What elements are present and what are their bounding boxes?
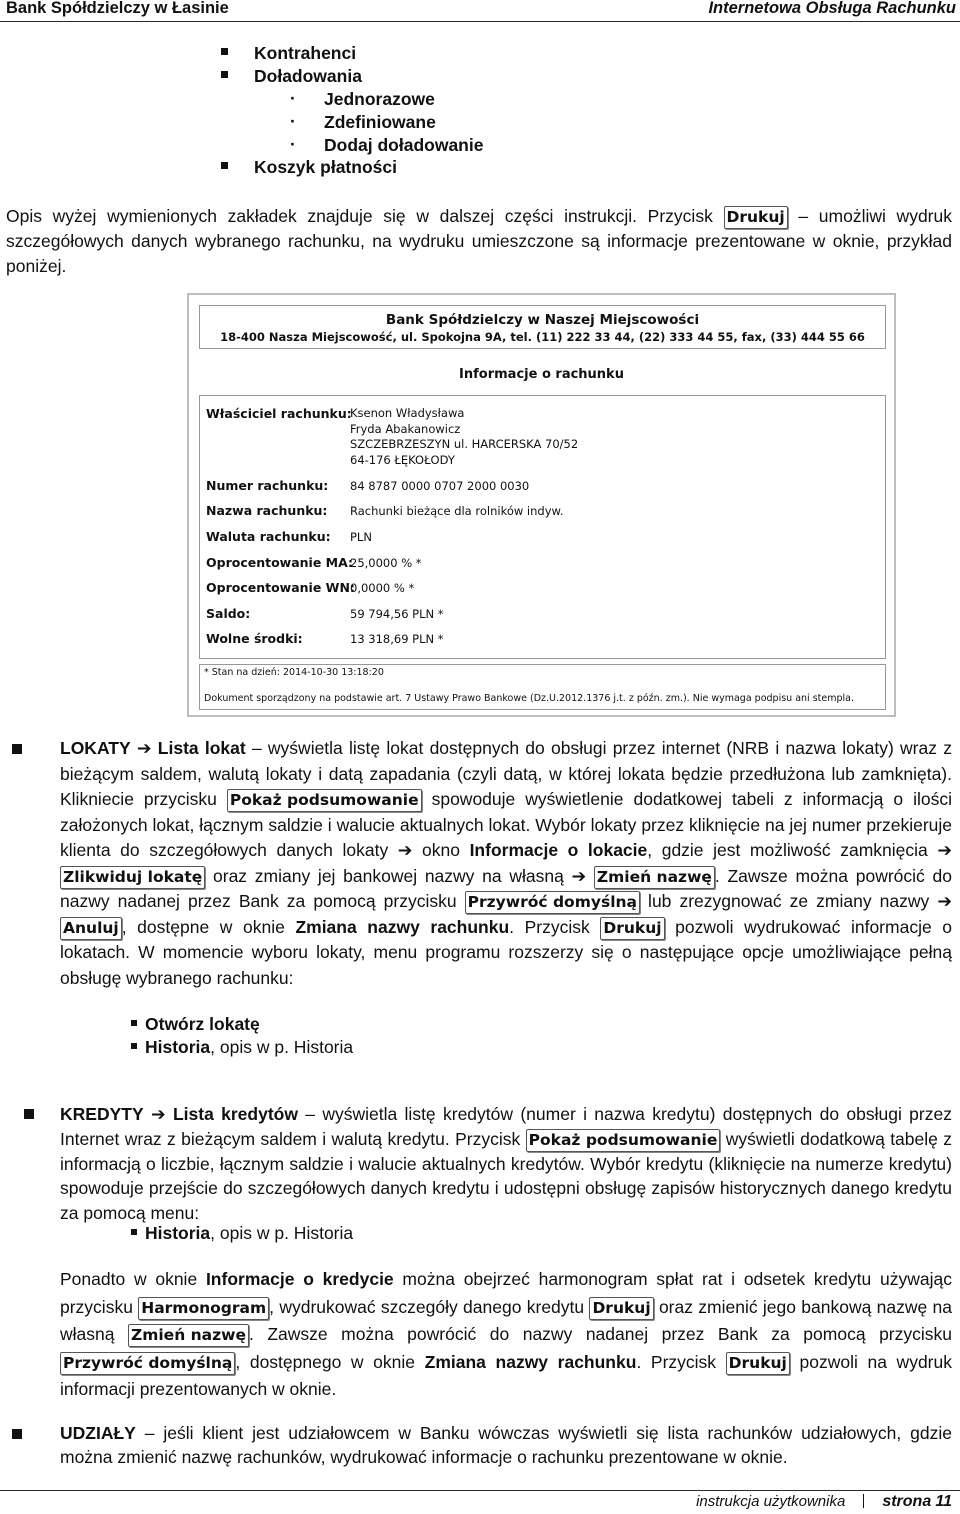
- arrow-right-icon: ➔: [136, 738, 152, 758]
- printout-bank-name: Bank Spółdzielczy w Naszej Miejscowości: [385, 312, 700, 328]
- przywroc-domyslna-button: Przywróć domyślną: [60, 1352, 235, 1375]
- owner-line: Fryda Abakanowicz: [350, 422, 461, 436]
- menu-item-koszyk-platnosci: Koszyk płatności: [254, 157, 397, 177]
- field-label: Oprocentowanie MA:: [206, 555, 354, 570]
- lokaty-text: , dostępne w oknie: [121, 916, 296, 937]
- lokaty-heading: LOKATY: [60, 738, 131, 758]
- footer-separator: [863, 1494, 864, 1508]
- lokaty-menu-item: [131, 1014, 260, 1035]
- zlikwiduj-lokate-button: Zlikwiduj lokatę: [60, 866, 205, 889]
- drukuj-button: Drukuj: [724, 206, 788, 229]
- lokaty-text: lub zrezygnować ze zmiany nazwy ➔: [640, 891, 952, 911]
- lokaty-bold: Informacje o lokacie: [469, 840, 648, 860]
- arrow-right-icon: ➔: [150, 1104, 166, 1124]
- field-label: Nazwa rachunku:: [206, 503, 328, 518]
- kredyty-text: . Zawsze można powrócić do nazwy nadanej przez Bank za pomocą przycisku: [248, 1324, 952, 1344]
- menu-desc: , opis w p. Historia: [210, 1037, 354, 1057]
- zmien-nazwe-button: Zmień nazwę: [128, 1324, 249, 1347]
- pokaz-podsumowanie-button: Pokaż podsumowanie: [526, 1129, 721, 1152]
- drukuj-button: Drukuj: [600, 917, 664, 940]
- pokaz-podsumowanie-button: Pokaż podsumowanie: [227, 789, 422, 812]
- lokaty-text: . Przycisk: [509, 916, 601, 937]
- intro-text-cont: – umożliwi wydruk szczegółowych danych wybranego rachunku, na wydruku umieszczone są informacje prezentowane w oknie, przykład poniżej.: [6, 206, 952, 276]
- page-header: [0, 0, 960, 22]
- printout-title: Informacje o rachunku: [459, 367, 624, 382]
- page-number: 11: [935, 1493, 952, 1510]
- kredyty-text: oraz zmienić jego bankową nazwę na własną: [60, 1296, 952, 1344]
- page-label: strona: [882, 1493, 932, 1510]
- kredyty-text: pozwoli na wydruk informacji prezentowanych w oknie.: [60, 1351, 952, 1399]
- dot-bullet-icon: ·: [290, 134, 296, 154]
- page-footer: [696, 1493, 952, 1511]
- kredyty-text: wyświetli dodatkową tabelę z informacją o liczbie, łącznym saldzie i walucie aktualnych kredytów. Wybór kredytu (kliknięcie na numerze kredytu) spowoduje przejście do szczegółowych danych kredytu i udostępni obsługę zapisów historycznych danego kredytu za pomocą menu:: [60, 1128, 952, 1223]
- printout-stan: * Stan na dzień: 2014-10-30 13:18:20: [204, 667, 384, 678]
- menu-label: Historia: [145, 1223, 211, 1243]
- udzialy-section: [60, 1422, 952, 1469]
- field-value: 84 8787 0000 0707 2000 0030: [350, 479, 530, 493]
- kredyty-text: można obejrzeć harmonogram spłat rat i odsetek kredytu używając przycisku: [60, 1269, 952, 1317]
- owner-line: Ksenon Władysława: [350, 406, 465, 420]
- footer-label: instrukcja użytkownika: [696, 1493, 846, 1510]
- lokaty-text: – wyświetla listę lokat dostępnych do obsługi przez internet (NRB i nazwa lokaty) wraz z bieżącym saldem, walutą lokaty i datą zapadania (czyli datą, w której lokata będzie przedłużona lub zamknięta). Klikniecie przycisku: [60, 738, 952, 809]
- lokaty-bold: Zmiana nazwy rachunku: [295, 916, 510, 937]
- zmien-nazwe-button: Zmień nazwę: [594, 866, 715, 889]
- printout-bank-address: 18-400 Nasza Miejscowość, ul. Spokojna 9A, tel. (11) 222 33 44, (22) 333 44 55, fax, (33) 444 55 66: [220, 330, 865, 344]
- square-bullet-icon: [131, 1229, 137, 1235]
- field-value: 13 318,69 PLN *: [350, 632, 444, 646]
- field-label: Waluta rachunku:: [206, 529, 331, 544]
- owner-line: SZCZEBRZESZYN ul. HARCERSKA 70/52: [350, 437, 579, 451]
- printout-header: [199, 305, 886, 349]
- square-bullet-icon: [12, 744, 22, 754]
- field-label: Numer rachunku:: [206, 478, 329, 493]
- field-label: Oprocentowanie WN:: [206, 580, 355, 595]
- square-bullet-icon: [221, 48, 228, 55]
- square-bullet-icon: [24, 1109, 34, 1119]
- intro-paragraph: [6, 204, 952, 278]
- dot-bullet-icon: ·: [290, 111, 296, 131]
- lokaty-subheading: Lista lokat: [157, 738, 246, 758]
- lokaty-text: oraz zmiany jej bankowej nazwy na własną ➔: [205, 865, 594, 886]
- square-bullet-icon: [221, 162, 228, 169]
- owner-label: Właściciel rachunku:: [206, 406, 352, 421]
- footer-divider: [0, 1490, 960, 1491]
- kredyty-bold: Zmiana nazwy rachunku: [424, 1351, 637, 1372]
- header-doc-title: Internetowa Obsługa Rachunku: [708, 0, 956, 17]
- menu-desc: , opis w p. Historia: [210, 1223, 354, 1243]
- printout-footer: [199, 664, 886, 710]
- header-bank-name: Bank Spółdzielczy w Łasinie: [6, 0, 229, 17]
- owner-line: 64-176 ŁĘKOŁODY: [350, 453, 455, 467]
- drukuj-button: Drukuj: [726, 1352, 790, 1375]
- harmonogram-button: Harmonogram: [138, 1297, 269, 1320]
- field-label: Saldo:: [206, 606, 251, 621]
- field-value: 0,0000 % *: [350, 581, 415, 595]
- square-bullet-icon: [131, 1020, 137, 1026]
- menu-label: Otwórz lokatę: [145, 1014, 260, 1034]
- printout-doc-note: Dokument sporządzony na podstawie art. 7 Ustawy Prawo Bankowe (Dz.U.2012.1376 j.t. z późn. zm.). Nie wymaga podpisu ani stempla.: [204, 693, 854, 704]
- lokaty-text: pozwoli wydrukować informacje o lokatach. W momencie wyboru lokaty, menu programu rozszerzy się o następujące opcje umożliwiające pełną obsługę wybranego rachunku:: [60, 916, 953, 988]
- menu-label: Historia: [145, 1037, 211, 1057]
- account-printout-image: [187, 293, 896, 717]
- udzialy-text: – jeśli klient jest udziałowcem w Banku wówczas wyświetli się lista rachunków udziałowych, gdzie można zmienić nazwę rachunków, wydrukować informacje o rachunku prezentowane w oknie.: [60, 1423, 952, 1467]
- lokaty-text: , gdzie jest możliwość zamknięcia ➔: [647, 840, 952, 860]
- square-bullet-icon: [131, 1043, 137, 1049]
- lokaty-menu-item: [131, 1037, 353, 1058]
- field-value: 59 794,56 PLN *: [350, 607, 444, 621]
- square-bullet-icon: [221, 71, 228, 78]
- printout-details: [199, 395, 886, 659]
- przywroc-domyslna-button: Przywróć domyślną: [465, 891, 640, 914]
- udzialy-heading: UDZIAŁY: [60, 1423, 136, 1443]
- field-value: 25,0000 % *: [350, 556, 422, 570]
- kredyty-text: – wyświetla listę kredytów (numer i nazwa kredytu) dostępnych do obsługi przez Internet wraz z bieżącym saldem i walutą kredytu. Przycisk: [60, 1104, 952, 1149]
- lokaty-text: . Zawsze można powrócić do nazwy nadanej przez Bank za pomocą przycisku: [60, 865, 952, 911]
- square-bullet-icon: [12, 1429, 22, 1439]
- kredyty-text: , wydrukować szczegóły danego kredytu: [269, 1296, 590, 1317]
- kredyty-subheading: Lista kredytów: [172, 1104, 298, 1124]
- kredyty-paragraph-2: [60, 1266, 952, 1404]
- drukuj-button: Drukuj: [589, 1297, 653, 1320]
- kredyty-heading: KREDYTY: [60, 1104, 144, 1124]
- kredyty-section: [60, 1102, 952, 1225]
- field-value: Rachunki bieżące dla rolników indyw.: [350, 504, 564, 518]
- submenu-item-dodaj-doladowanie: Dodaj doładowanie: [324, 135, 484, 155]
- lokaty-section: [60, 736, 952, 991]
- kredyty-bold: Informacje o kredycie: [205, 1269, 394, 1289]
- menu-item-doladowania: Doładowania: [254, 66, 362, 86]
- submenu-item-jednorazowe: Jednorazowe: [324, 89, 435, 109]
- dot-bullet-icon: ·: [290, 88, 296, 108]
- kredyty-text: , dostępnego w oknie: [235, 1351, 425, 1372]
- field-label: Wolne środki:: [206, 631, 303, 646]
- menu-item-kontrahenci: Kontrahenci: [254, 43, 357, 63]
- anuluj-button: Anuluj: [60, 917, 122, 940]
- intro-text: Opis wyżej wymienionych zakładek znajduje się w dalszej części instrukcji. Przycisk: [6, 206, 724, 226]
- kredyty-text: . Przycisk: [636, 1351, 726, 1372]
- submenu-item-zdefiniowane: Zdefiniowane: [324, 112, 436, 132]
- lokaty-text: spowoduje wyświetlenie dodatkowej tabeli z informacją o ilości założonych lokat, łącznym saldzie i walucie aktualnych lokat. Wybór lokaty przez kliknięcie na jej numer przekieruje klienta do szczegółowych danych lokaty ➔ okno: [60, 789, 952, 860]
- kredyty-menu-item: [131, 1223, 353, 1244]
- field-value: PLN: [350, 530, 372, 544]
- kredyty-text: Ponadto w oknie: [60, 1269, 206, 1289]
